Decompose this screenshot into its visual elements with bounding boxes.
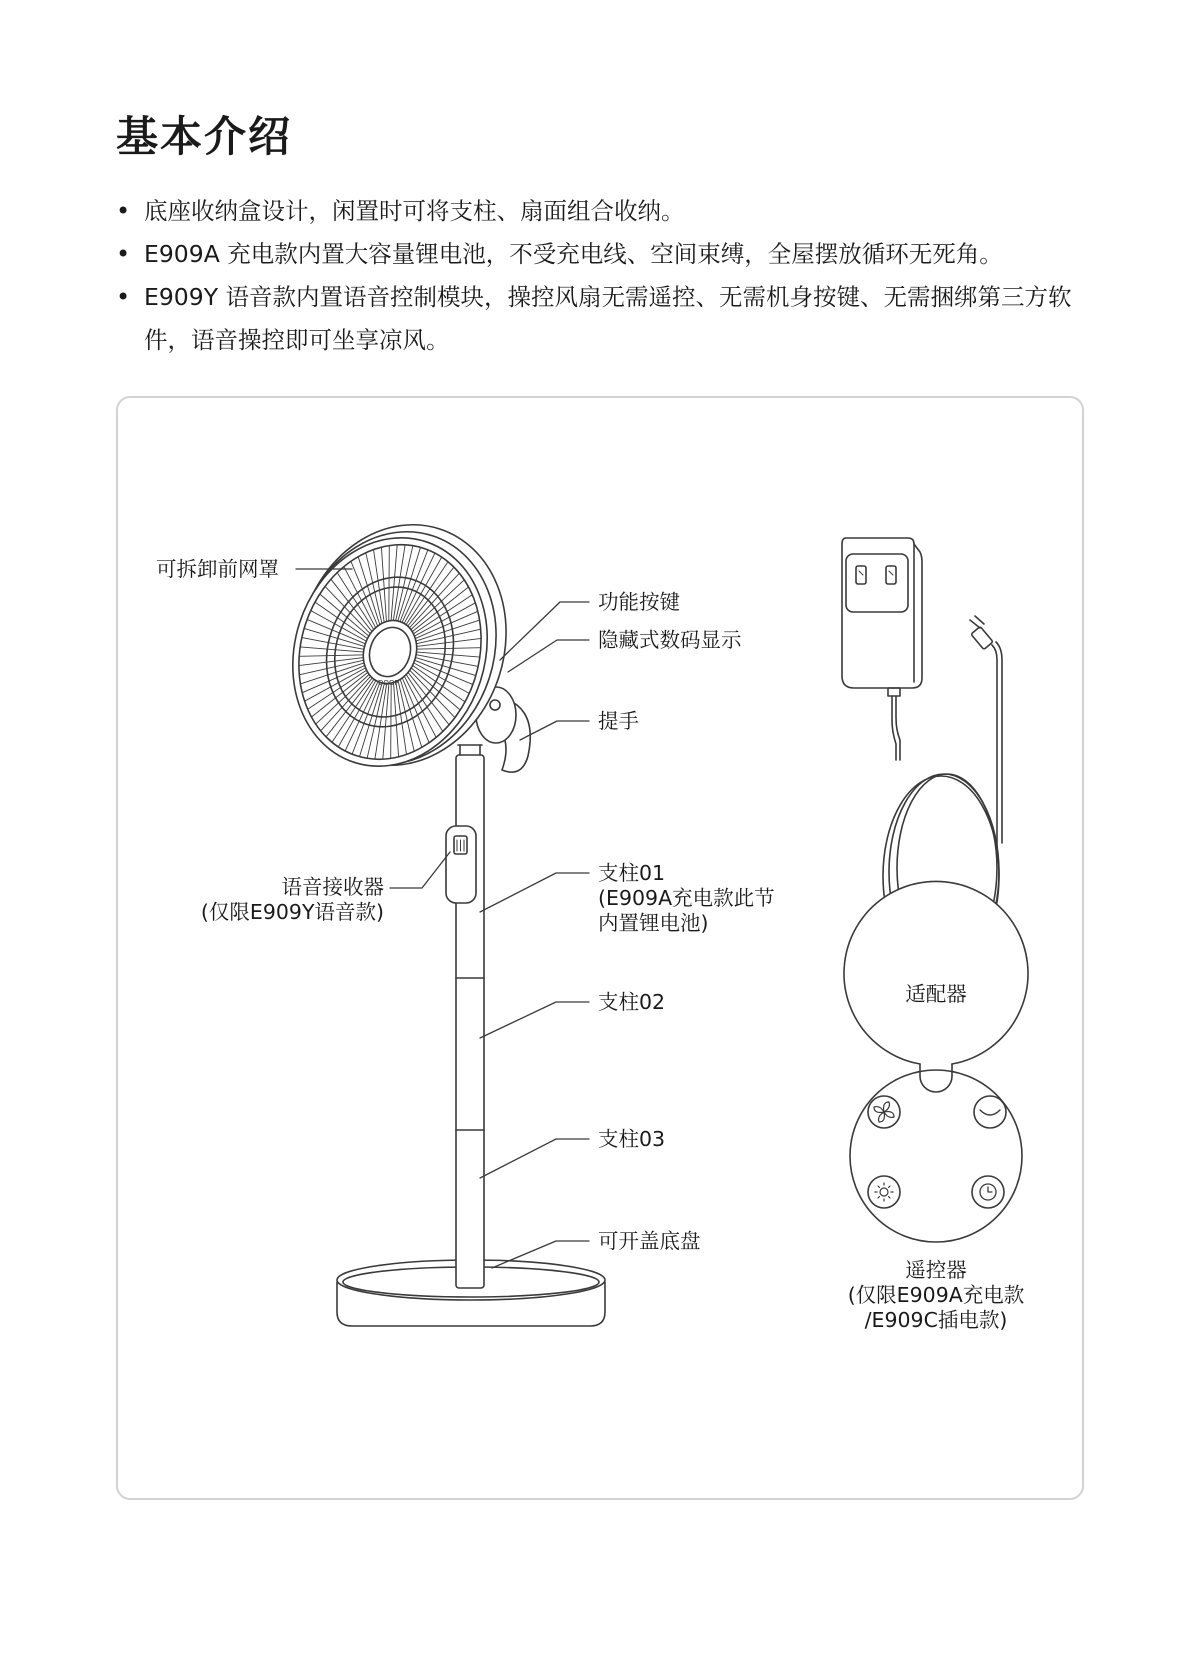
grille-spoke bbox=[391, 681, 392, 758]
label-pole-02: 支柱02 bbox=[598, 990, 666, 1014]
label-remote: 遥控器 (仅限E909A充电款 /E909C插电款) bbox=[847, 1258, 1025, 1332]
feature-item: • E909Y 语音款内置语音控制模块，操控风扇无需遥控、无需机身按键、无需捆绑第三方软件，语音操控即可坐享凉风。 bbox=[116, 276, 1096, 362]
label-front-grille: 可拆卸前网罩 bbox=[156, 557, 279, 581]
label-pole-01: 支柱01 (E909A充电款此节 内置锂电池) bbox=[598, 861, 775, 935]
voice-receiver bbox=[446, 826, 476, 903]
label-pole-03: 支柱03 bbox=[598, 1127, 666, 1151]
light-icon[interactable] bbox=[868, 1176, 900, 1208]
label-handle: 提手 bbox=[598, 709, 639, 733]
timer-icon[interactable] bbox=[972, 1176, 1004, 1208]
label-base: 可开盖底盘 bbox=[598, 1229, 701, 1253]
grille-spoke bbox=[389, 546, 390, 623]
label-voice-receiver: 语音接收器 (仅限E909Y语音款) bbox=[200, 875, 384, 924]
fan-speed-icon[interactable] bbox=[868, 1096, 900, 1128]
natural-wind-icon[interactable] bbox=[974, 1096, 1006, 1128]
remote-illustration bbox=[844, 881, 1028, 1242]
label-adapter: 适配器 bbox=[905, 982, 967, 1006]
feature-item: • E909A 充电款内置大容量锂电池，不受充电线、空间束缚，全屋摆放循环无死角。 bbox=[116, 233, 1096, 276]
svg-text:DOOP: DOOP bbox=[378, 679, 399, 687]
label-hidden-display: 隐藏式数码显示 bbox=[598, 628, 742, 652]
feature-item: • 底座收纳盒设计，闲置时可将支柱、扇面组合收纳。 bbox=[116, 190, 1096, 233]
page-title: 基本介绍 bbox=[116, 112, 293, 161]
label-function-button: 功能按键 bbox=[598, 590, 680, 614]
